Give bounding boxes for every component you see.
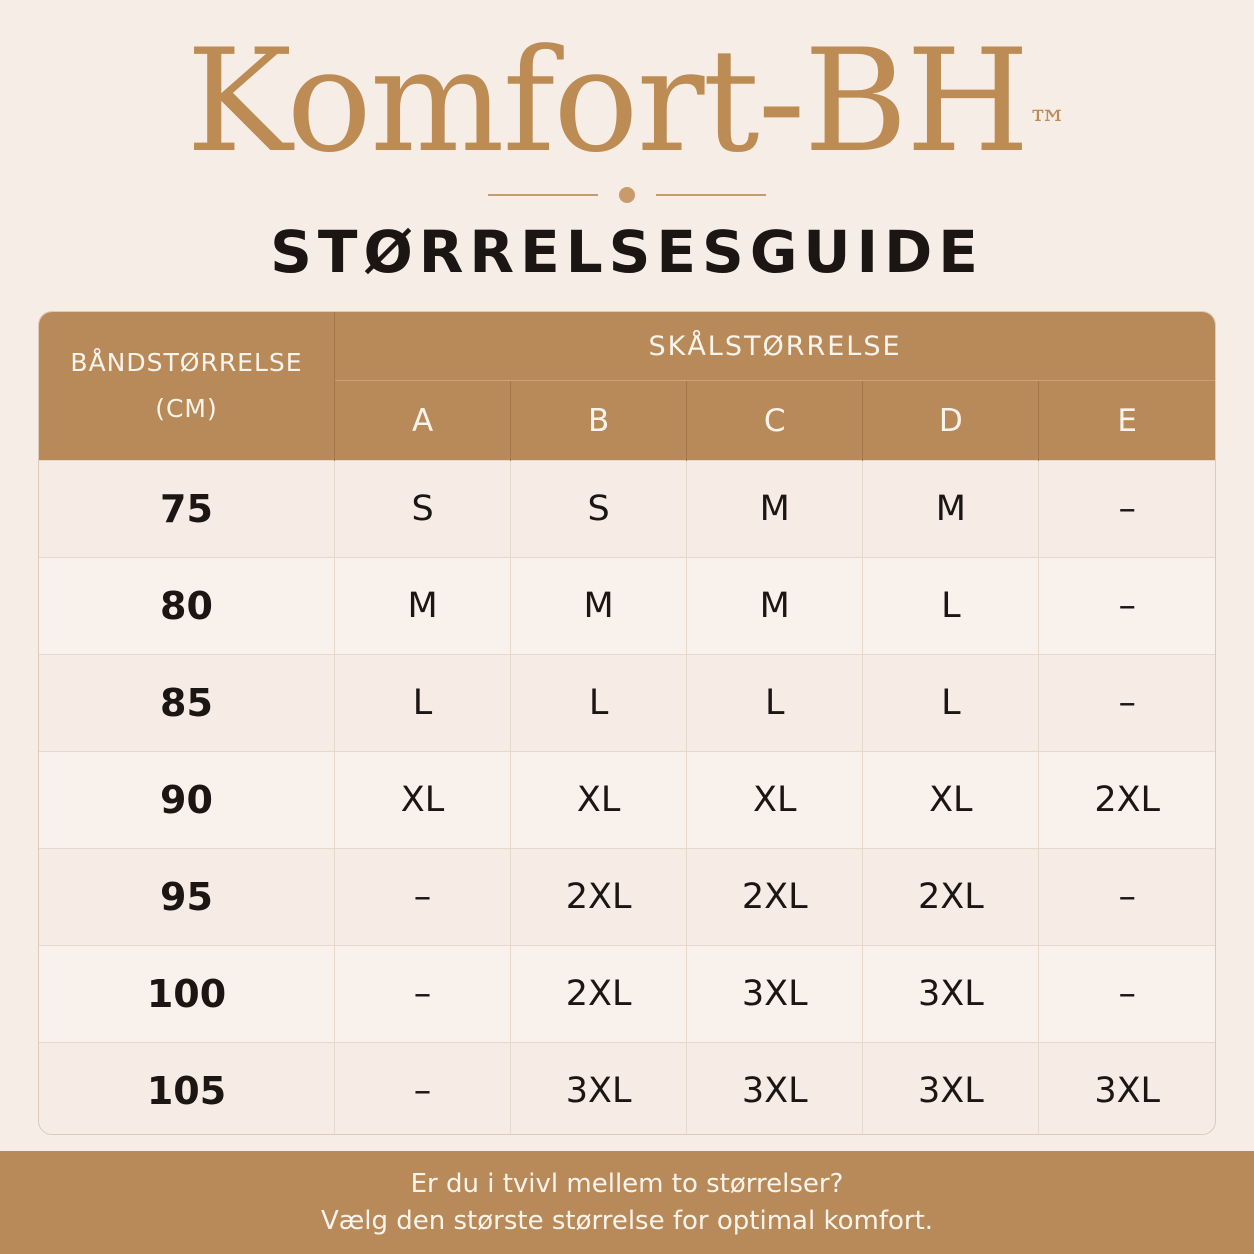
band-size-header-unit: (CM) [155, 394, 218, 423]
size-cell: 3XL [687, 946, 863, 1043]
size-cell: L [687, 655, 863, 752]
page-subtitle: STØRRELSESGUIDE [270, 218, 984, 286]
band-size-cell: 95 [39, 849, 335, 946]
size-cell: – [1039, 558, 1215, 655]
size-cell: – [1039, 946, 1215, 1043]
brand-title [0, 19, 1254, 184]
size-cell: 3XL [687, 1043, 863, 1136]
size-cell: L [863, 558, 1039, 655]
size-cell: 3XL [863, 946, 1039, 1043]
cup-header-b: B [511, 381, 687, 461]
size-cell: XL [687, 752, 863, 849]
size-cell: M [511, 558, 687, 655]
size-cell: XL [511, 752, 687, 849]
size-cell: L [511, 655, 687, 752]
cup-header-c: C [687, 381, 863, 461]
cup-header-d: D [863, 381, 1039, 461]
band-size-cell: 85 [39, 655, 335, 752]
band-size-cell: 75 [39, 461, 335, 558]
size-cell: M [687, 558, 863, 655]
size-cell: 3XL [863, 1043, 1039, 1136]
band-size-header [39, 312, 335, 461]
footer-line-2: Vælg den største størrelse for optimal komfort. [320, 1206, 934, 1236]
band-size-header-label: BÅNDSTØRRELSE [70, 348, 303, 377]
band-size-cell: 90 [39, 752, 335, 849]
size-cell: S [335, 461, 511, 558]
cup-header-e: E [1039, 381, 1215, 461]
size-table-body [39, 461, 1215, 1136]
size-table [38, 311, 1216, 1135]
size-cell: 2XL [687, 849, 863, 946]
size-cell: L [335, 655, 511, 752]
size-cell: S [511, 461, 687, 558]
size-cell: – [335, 849, 511, 946]
size-cell: XL [335, 752, 511, 849]
size-cell: 2XL [1039, 752, 1215, 849]
table-row [39, 558, 1215, 655]
cup-size-header: SKÅLSTØRRELSE [335, 312, 1216, 381]
band-size-cell: 80 [39, 558, 335, 655]
footer-note [0, 1151, 1254, 1254]
divider-ornament [488, 184, 766, 206]
cup-header-a: A [335, 381, 511, 461]
size-cell: – [335, 1043, 511, 1136]
size-cell: 2XL [863, 849, 1039, 946]
table-row [39, 752, 1215, 849]
table-row [39, 655, 1215, 752]
size-cell: – [335, 946, 511, 1043]
size-cell: 3XL [511, 1043, 687, 1136]
size-cell: M [687, 461, 863, 558]
size-cell: 2XL [511, 849, 687, 946]
trademark-symbol: ™ [1027, 103, 1068, 149]
size-cell: M [863, 461, 1039, 558]
band-size-cell: 105 [39, 1043, 335, 1136]
table-row [39, 1043, 1215, 1136]
size-cell: 2XL [511, 946, 687, 1043]
size-cell: – [1039, 655, 1215, 752]
size-cell: M [335, 558, 511, 655]
band-size-cell: 100 [39, 946, 335, 1043]
table-row [39, 461, 1215, 558]
table-row [39, 849, 1215, 946]
size-cell: – [1039, 461, 1215, 558]
size-cell: – [1039, 849, 1215, 946]
size-cell: XL [863, 752, 1039, 849]
size-cell: 3XL [1039, 1043, 1215, 1136]
size-cell: L [863, 655, 1039, 752]
table-row [39, 946, 1215, 1043]
brand-name: Komfort-BH [186, 19, 1028, 184]
footer-line-1: Er du i tvivl mellem to størrelser? [410, 1169, 844, 1199]
